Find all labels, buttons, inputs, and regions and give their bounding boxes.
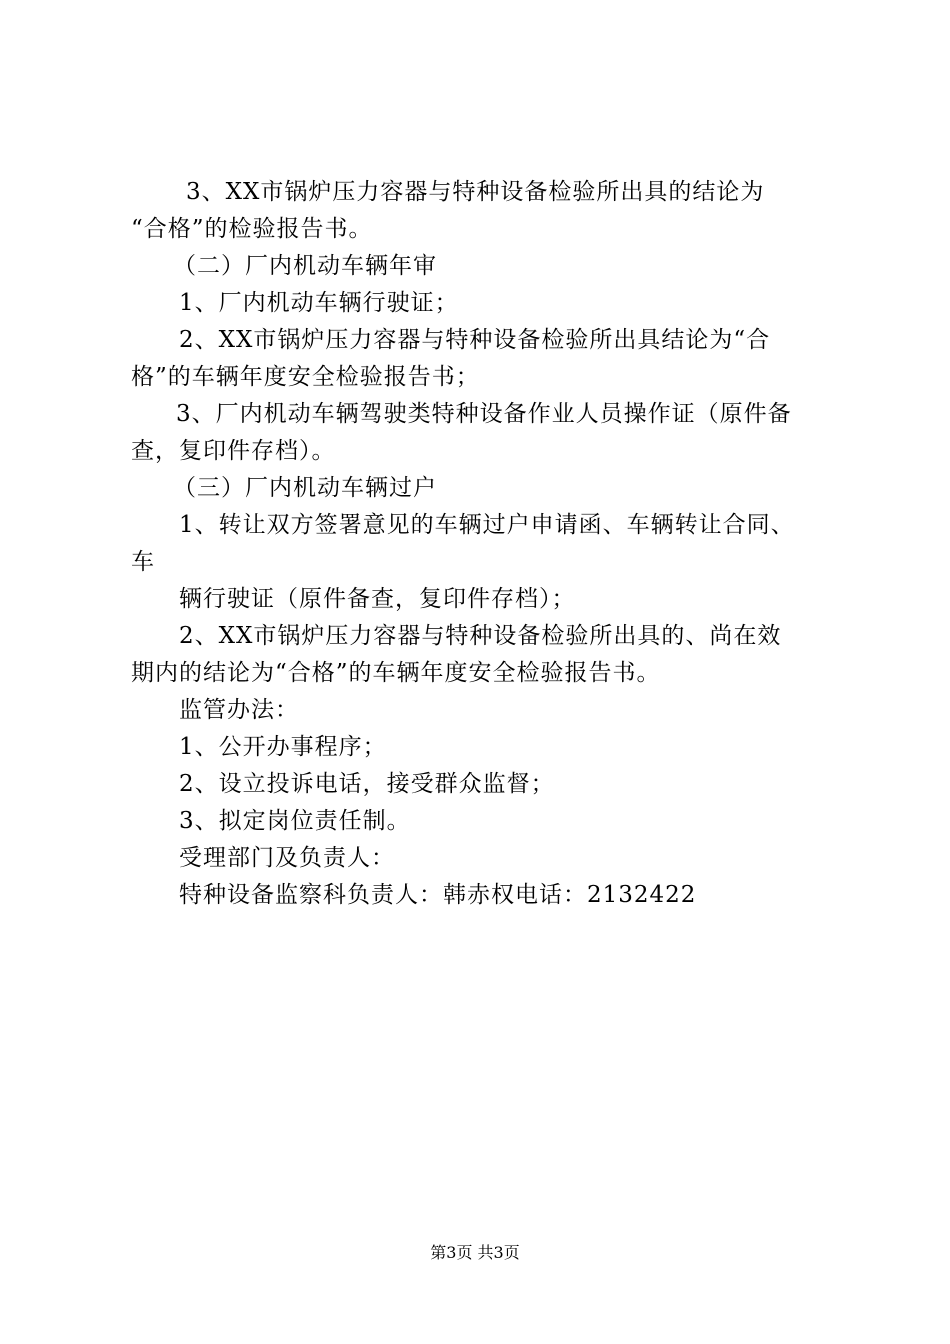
section-heading: （二）厂内机动车辆年审 <box>173 253 437 279</box>
text-line: 3、厂内机动车辆驾驶类特种设备作业人员操作证（原件备 <box>176 401 792 427</box>
text-line: 格”的车辆年度安全检验报告书； <box>131 364 480 390</box>
text-line: 3、拟定岗位责任制。 <box>179 808 411 834</box>
text-line: 3、XX市锅炉压力容器与特种设备检验所出具的结论为 <box>186 179 765 205</box>
page-footer: 第3页 共3页 <box>430 1243 520 1262</box>
text-line: 1、厂内机动车辆行驶证； <box>179 290 459 316</box>
section-heading: 受理部门及负责人： <box>179 845 395 871</box>
contact-line: 特种设备监察科负责人：韩赤权电话：2132422 <box>179 882 697 908</box>
text-line: 期内的结论为“合格”的车辆年度安全检验报告书。 <box>131 660 661 686</box>
text-line: 车 <box>131 549 155 575</box>
text-line: 查，复印件存档）。 <box>131 438 336 464</box>
text-line: 1、转让双方签署意见的车辆过户申请函、车辆转让合同、 <box>179 512 795 538</box>
text-line: 2、设立投诉电话，接受群众监督； <box>179 771 555 797</box>
text-line: 2、XX市锅炉压力容器与特种设备检验所出具结论为“合 <box>179 327 771 353</box>
section-heading: 监管办法： <box>179 697 299 723</box>
text-line: 辆行驶证（原件备查，复印件存档）； <box>179 586 576 612</box>
section-heading: （三）厂内机动车辆过户 <box>173 475 437 501</box>
text-line: 2、XX市锅炉压力容器与特种设备检验所出具的、尚在效 <box>179 623 782 649</box>
text-line: 1、公开办事程序； <box>179 734 387 760</box>
text-line: “合格”的检验报告书。 <box>131 216 373 242</box>
document-body <box>131 174 831 914</box>
